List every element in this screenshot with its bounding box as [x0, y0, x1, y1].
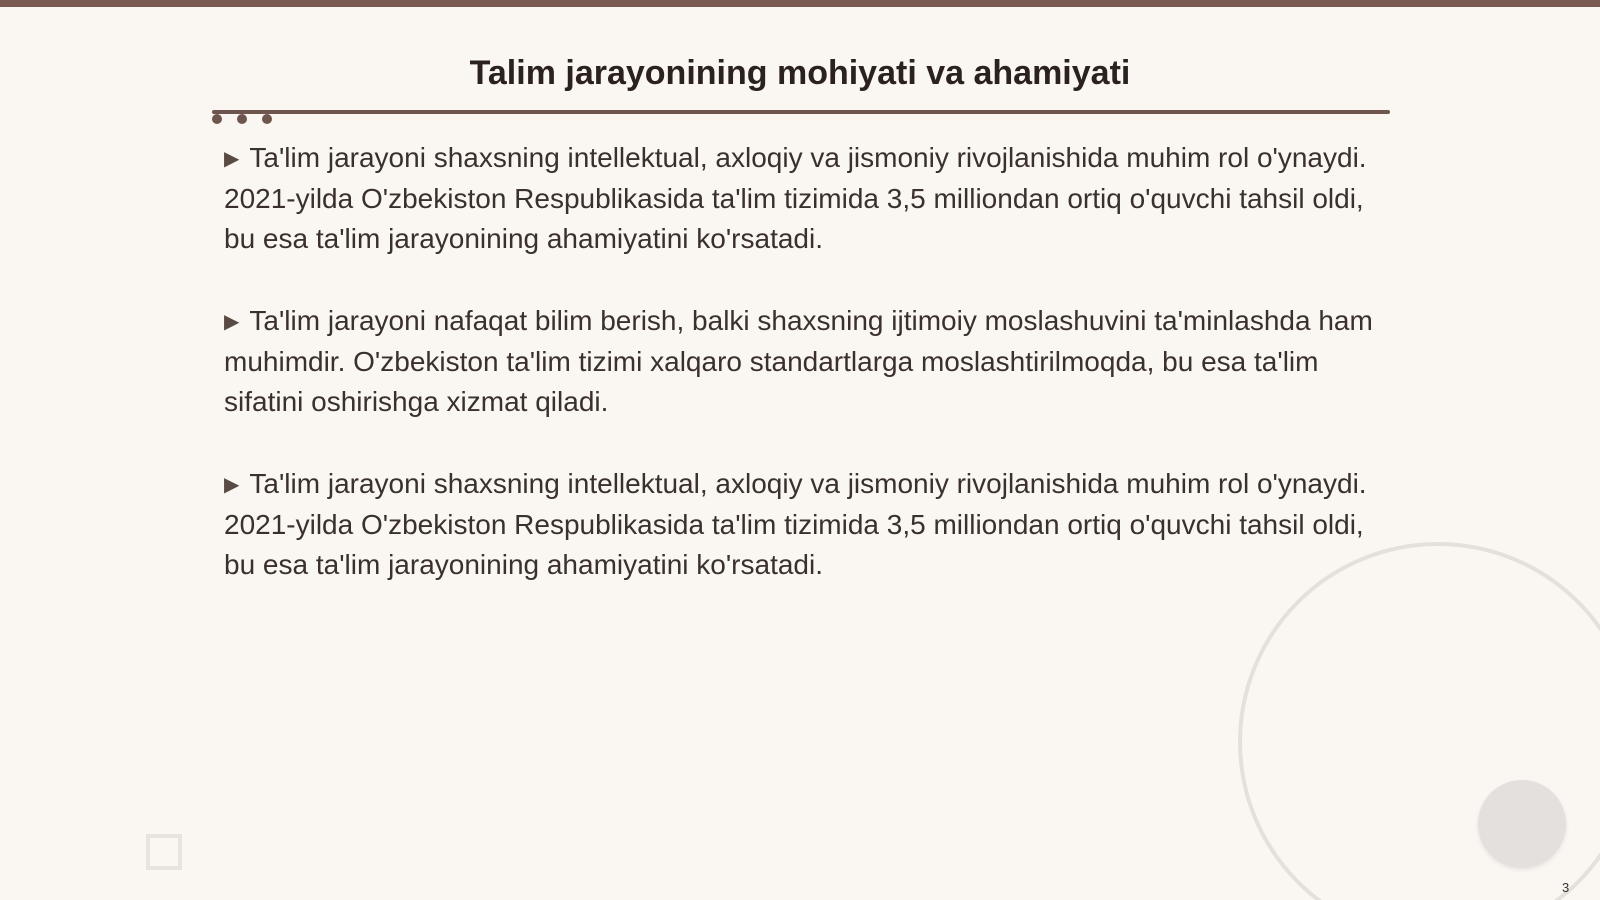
bullet-paragraph-1 [224, 138, 1374, 259]
bullet-text: Ta'lim jarayoni shaxsning intellektual, axloqiy va jismoniy rivojlanishida muhim rol o'ynaydi. 2021-yilda O'zbekiston Respublikasida ta'lim tizimida 3,5 milliondan ortiq o'quvchi tahsil oldi, bu esa ta'lim jarayonining ahamiyatini ko'rsatadi. [224, 468, 1367, 580]
bullet-list [224, 138, 1374, 627]
title-underline [212, 110, 1390, 114]
top-accent-bar [0, 0, 1600, 7]
bullet-paragraph-2 [224, 301, 1374, 422]
triangle-bullet-icon: ▶ [224, 148, 240, 170]
bullet-paragraph-3 [224, 464, 1374, 585]
decor-dot-3 [262, 114, 272, 124]
decor-dot-1 [212, 114, 222, 124]
decor-dot-2 [237, 114, 247, 124]
decor-circle [1478, 780, 1566, 868]
triangle-bullet-icon: ▶ [224, 474, 240, 496]
triangle-bullet-icon: ▶ [224, 311, 240, 333]
decor-square [146, 834, 182, 870]
bullet-text: Ta'lim jarayoni nafaqat bilim berish, balki shaxsning ijtimoiy moslashuvini ta'minlashda ham muhimdir. O'zbekiston ta'lim tizimi xalqaro standartlarga moslashtirilmoqda, bu esa ta'lim sifatini oshirishga xizmat qiladi. [224, 305, 1373, 417]
bullet-text: Ta'lim jarayoni shaxsning intellektual, axloqiy va jismoniy rivojlanishida muhim rol o'ynaydi. 2021-yilda O'zbekiston Respublikasida ta'lim tizimida 3,5 milliondan ortiq o'quvchi tahsil oldi, bu esa ta'lim jarayonining ahamiyatini ko'rsatadi. [224, 142, 1367, 254]
slide-title: Talim jarayonining mohiyati va ahamiyati [469, 54, 1131, 92]
page-number: 3 [1562, 880, 1570, 895]
